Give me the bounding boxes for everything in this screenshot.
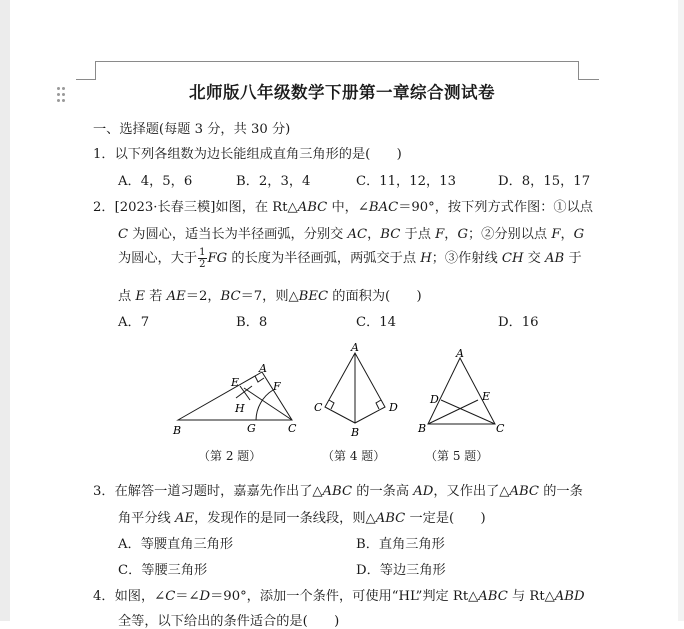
q4-var: D [199,589,211,604]
fraction-one-half [198,247,206,270]
fig5-label-d: D [430,393,439,406]
fig5-caption: （第 5 题） [425,449,489,463]
q2-var: FG [207,251,228,266]
fig2-right-angle [255,376,264,382]
q2-var: E [135,289,146,304]
q2-text: 于 [564,251,582,266]
q2-line-2 [118,223,584,242]
q4-text: 如图，∠ [114,589,166,604]
q1-text: 以下列各组数为边长能组成直角三角形的是( ) [114,147,402,162]
fig4-label-c: C [314,401,323,414]
q4-var: ABD [554,589,585,604]
q2-var: ABC [297,200,328,215]
q2-text: 交 [523,251,546,266]
crop-mark-top-left [76,61,96,80]
fig4-label-b: B [351,426,360,439]
q2-text: 若 [145,289,167,304]
q2-text: ， [367,227,381,242]
q3-text: ，发现作的是同一条线段，则△ [194,511,376,526]
q2-var: F [551,227,561,242]
q1-option-c[interactable]: C．11，12，13 [356,174,456,189]
q2-line-3 [118,247,582,270]
q2-var: F [435,227,445,242]
q3-line-1 [93,480,583,499]
q2-var: C [118,227,129,242]
crop-mark-top-right [578,61,599,80]
q2-text: ＝7，则△ [240,289,299,304]
q3-text: 的一条 [539,484,583,499]
q2-var: AB [545,251,565,266]
fraction-numerator: 1 [199,247,206,258]
q3-var: ABC [322,484,353,499]
fig5-label-e: E [482,390,491,403]
q2-option-a[interactable]: A．7 [118,315,150,330]
fig5-label-a: A [456,347,464,360]
q2-text: ；②分别以点 [467,227,552,242]
q2-line-1 [93,196,593,215]
q4-line-1 [93,585,585,604]
q3-line-2 [118,507,486,526]
q2-option-c[interactable]: C．14 [356,315,397,330]
q2-text: ， [560,227,574,242]
q2-line-4 [118,285,422,304]
fig2-label-f: F [273,380,281,393]
q4-var: ABC [478,589,508,604]
q3-text: ，又作出了△ [433,484,510,499]
q2-text: 点 [118,289,136,304]
fig4-label-a: A [351,341,359,354]
page-title: 北师版八年级数学下册第一章综合测试卷 [189,83,495,102]
fig4-right-angle-c [329,400,334,409]
fig4-caption: （第 4 题） [322,449,386,463]
q1-number: 1． [93,147,115,162]
fig2-label-b: B [173,424,182,437]
q2-text: ；③作射线 [431,251,502,266]
q2-text: ＝90°，按下列方式作图：①以点 [398,200,593,215]
q2-option-d[interactable]: D．16 [498,315,539,330]
q2-text: 的长度为半径画弧，两弧交于点 [227,251,421,266]
q3-option-c[interactable]: C．等腰三角形 [118,563,208,578]
fig2-label-a: A [259,362,267,375]
header-rule [95,61,579,62]
q3-var: AE [174,511,195,526]
fig4-label-d: D [389,401,398,414]
q3-option-d[interactable]: D．等边三角形 [356,563,446,578]
q1-option-b[interactable]: B．2，3，4 [236,174,311,189]
q3-text: 的一条高 [352,484,414,499]
q2-var: CH [501,251,524,266]
q2-text: ＝2， [185,289,221,304]
q2-text: [2023·长春三模]如图，在 Rt△ [114,200,298,215]
q3-var: ABC [509,484,539,499]
q4-line-2: 全等，以下给出的条件适合的是( ) [118,614,340,629]
fig2-label-e: E [231,376,240,389]
fig2-label-c: C [288,422,297,435]
q3-text: 角平分线 [118,511,175,526]
q3-option-a[interactable]: A．等腰直角三角形 [118,537,234,552]
q3-text: 在解答一道习题时，嘉嘉先作出了△ [114,484,323,499]
q1-option-d[interactable]: D．8，15，17 [498,174,591,189]
q2-var: G [457,227,468,242]
q4-text: ＝∠ [175,589,200,604]
fig2-label-h: H [235,402,245,415]
q2-number: 2． [93,200,115,215]
q3-text: 一定是( ) [405,511,486,526]
q3-number: 3． [93,484,115,499]
fig2-caption: （第 2 题） [198,449,262,463]
q2-var: H [420,251,432,266]
q3-var: AD [413,484,434,499]
q3-option-b[interactable]: B．直角三角形 [356,537,445,552]
fraction-denominator: 2 [199,259,206,270]
q2-var: BAC [368,200,399,215]
q4-text: ＝90°，添加一个条件，可使用“HL”判定 Rt△ [210,589,479,604]
q2-text: 于点 [400,227,436,242]
q2-text: 为圆心，大于 [118,251,198,266]
fig2-arc-fg [256,390,273,420]
q2-text: 中，∠ [327,200,369,215]
q2-var: BC [380,227,401,242]
fig2-ray-ch [244,388,292,420]
q2-var: BEC [298,289,329,304]
q3-var: ABC [375,511,406,526]
q4-text: 与 Rt△ [507,589,555,604]
fig2-label-g: G [247,422,256,435]
fig5-segment-cd [441,400,495,424]
q2-text: 为圆心，适当长为半径画弧，分别交 [128,227,348,242]
q4-var: C [165,589,176,604]
fig4-right-angle-d [376,400,381,409]
q2-var: AC [347,227,368,242]
q2-var: BC [220,289,241,304]
q2-var: AE [166,289,186,304]
q4-number: 4． [93,589,115,604]
q2-text: 的面积为( ) [328,289,422,304]
q1-option-a[interactable]: A．4，5，6 [118,174,193,189]
fig5-label-c: C [496,422,505,435]
section-heading: 一、选择题(每题 3 分，共 30 分) [93,122,291,137]
fig5-label-b: B [418,422,427,435]
q1-stem [93,143,402,162]
q2-option-b[interactable]: B．8 [236,315,268,330]
q2-text: ， [444,227,458,242]
q2-var: G [573,227,585,242]
figure-4 [325,353,385,423]
